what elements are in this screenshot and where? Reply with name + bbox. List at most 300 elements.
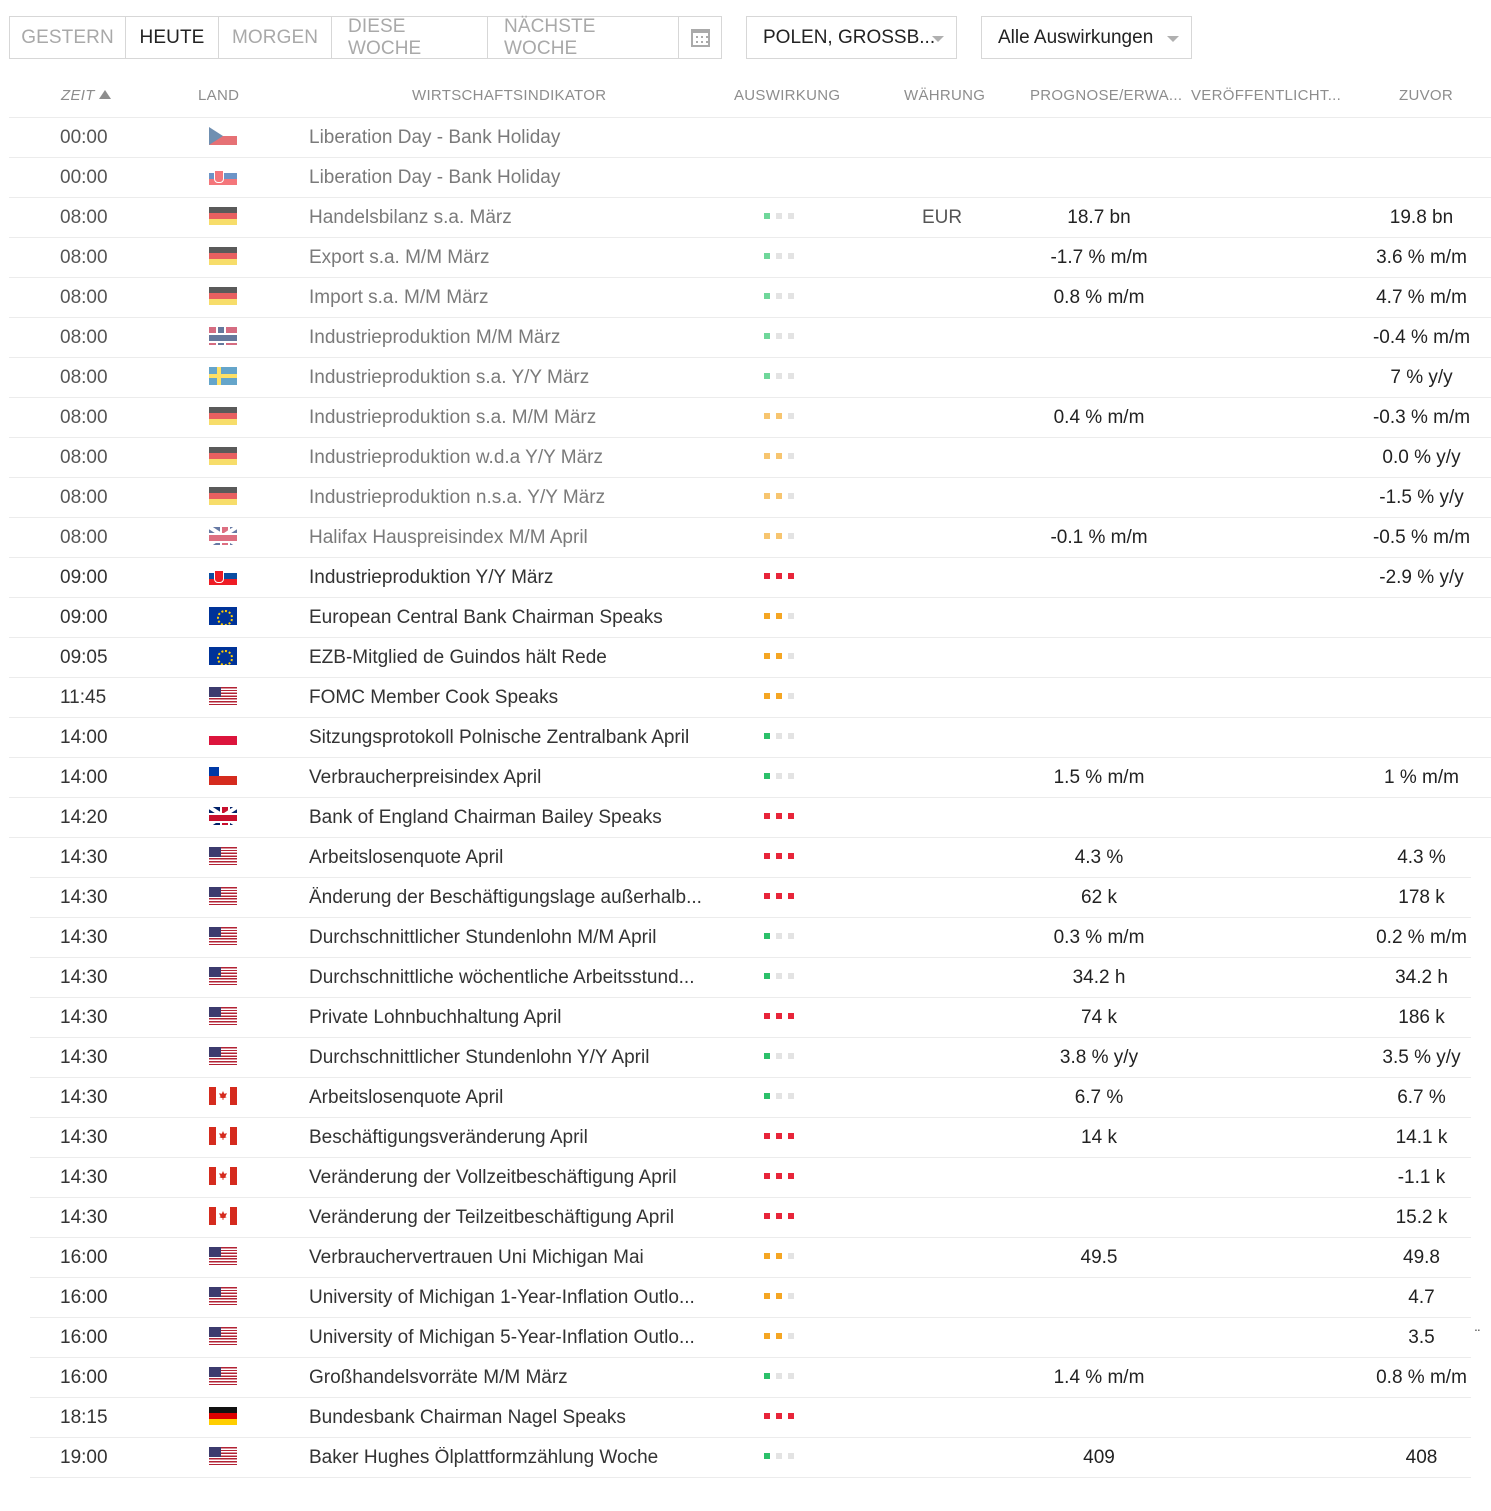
table-row[interactable] [30,1118,1471,1158]
table-row[interactable] [30,1358,1471,1398]
country-flag [209,1207,237,1225]
impact-dot [776,1093,782,1099]
flag-ca-icon [209,1087,237,1105]
event-name[interactable]: Private Lohnbuchhaltung April [309,1007,562,1028]
flag-de-icon [209,447,237,465]
event-name[interactable]: Halifax Hauspreisindex M/M April [309,527,588,548]
impact-dot [788,893,794,899]
event-name[interactable]: Industrieproduktion n.s.a. Y/Y März [309,487,606,508]
event-name[interactable]: Durchschnittlicher Stundenlohn M/M April [309,927,657,948]
flag-ca-icon [209,1127,237,1145]
impact-dot [764,1013,770,1019]
impact-dot [776,413,782,419]
event-name[interactable]: Handelsbilanz s.a. März [309,207,512,228]
event-name[interactable]: FOMC Member Cook Speaks [309,687,559,708]
flag-us-icon [209,1047,237,1065]
impact-indicator [764,333,794,339]
table-row[interactable] [30,1078,1471,1118]
impact-dot [788,933,794,939]
event-name[interactable]: Import s.a. M/M März [309,287,489,308]
event-previous: 178 k [1398,887,1445,908]
impact-filter-dropdown[interactable] [981,16,1192,59]
impact-dot [764,853,770,859]
event-name[interactable]: Industrieproduktion s.a. M/M März [309,407,597,428]
table-row[interactable] [9,398,1491,438]
country-flag [209,287,237,305]
event-previous: 3.5 % y/y [1382,1047,1461,1068]
event-name[interactable]: EZB-Mitglied de Guindos hält Rede [309,647,607,668]
impact-dot [776,1173,782,1179]
country-flag [209,1247,237,1265]
flag-cl-icon [209,767,237,785]
event-time: 14:30 [60,967,108,988]
impact-dot [788,773,794,779]
chevron-down-icon [932,36,944,42]
event-time: 14:20 [60,807,108,828]
event-forecast: 0.4 % m/m [1053,407,1145,428]
impact-dot [764,1253,770,1259]
event-name[interactable]: Beschäftigungsveränderung April [309,1127,588,1148]
impact-dot [764,293,770,299]
impact-dot [776,1133,782,1139]
header-impact[interactable]: AUSWIRKUNG [734,87,841,104]
flag-us-icon [209,687,237,705]
table-row[interactable] [30,1278,1471,1318]
impact-indicator [764,213,794,219]
event-time: 18:15 [60,1407,108,1428]
table-row[interactable] [9,478,1491,518]
impact-indicator [764,1293,794,1299]
event-previous: 408 [1405,1447,1438,1468]
table-row[interactable] [30,1318,1471,1358]
impact-dot [764,533,770,539]
table-row[interactable] [9,718,1491,758]
impact-dot [788,1333,794,1339]
impact-dot [788,1173,794,1179]
event-previous: 34.2 h [1395,967,1448,988]
flag-de-icon [209,487,237,505]
flag-se-icon [209,367,237,385]
sort-asc-icon [99,90,111,99]
event-name[interactable]: University of Michigan 1-Year-Inflation Outlo... [309,1287,695,1308]
impact-dot [776,1333,782,1339]
event-previous: 0.2 % m/m [1376,927,1467,948]
event-name[interactable]: Industrieproduktion w.d.a Y/Y März [309,447,603,468]
impact-dot [776,1453,782,1459]
impact-dot [764,613,770,619]
event-forecast: -0.1 % m/m [1050,527,1148,548]
impact-dot [764,1453,770,1459]
event-previous: -0.3 % m/m [1372,407,1471,428]
impact-indicator [764,813,794,819]
event-name[interactable]: Baker Hughes Ölplattformzählung Woche [309,1447,659,1468]
impact-dot [764,1133,770,1139]
table-row[interactable] [30,918,1471,958]
impact-dot [788,813,794,819]
impact-indicator [764,693,794,699]
flag-ca-icon [209,1207,237,1225]
event-forecast: 74 k [1081,1007,1117,1028]
event-previous: 15.2 k [1395,1207,1448,1228]
event-time: 08:00 [60,287,108,308]
impact-indicator [764,293,794,299]
impact-dot [776,1373,782,1379]
impact-dot [776,453,782,459]
event-forecast: 1.4 % m/m [1053,1367,1145,1388]
event-forecast: 409 [1083,1447,1115,1468]
impact-dot [764,213,770,219]
event-name[interactable]: Änderung der Beschäftigungslage außerhalb... [309,887,702,908]
table-row[interactable] [30,1438,1471,1478]
events-table [0,118,1491,1478]
impact-dot [776,813,782,819]
event-previous: 4.7 [1408,1287,1435,1308]
impact-indicator [764,253,794,259]
event-previous: 4.3 % [1397,847,1446,868]
country-flag [209,1327,237,1345]
table-row[interactable] [30,958,1471,998]
table-row[interactable] [9,438,1491,478]
flag-us-icon [209,1367,237,1385]
impact-indicator [764,1373,794,1379]
impact-dot [788,453,794,459]
impact-indicator [764,453,794,459]
table-row[interactable] [9,198,1491,238]
event-name[interactable]: Arbeitslosenquote April [309,1087,504,1108]
table-row[interactable] [30,1038,1471,1078]
impact-dot [788,653,794,659]
event-forecast: 18.7 bn [1067,207,1131,228]
impact-dot [764,1093,770,1099]
flag-eu-icon [209,607,237,625]
event-time: 14:00 [60,727,108,748]
impact-dot [776,933,782,939]
impact-dot [776,253,782,259]
impact-dot [764,1173,770,1179]
country-flag [209,687,237,705]
country-flag [209,407,237,425]
chevron-down-icon [1167,36,1179,42]
impact-dot [776,653,782,659]
country-flag [209,367,237,385]
flag-de-icon [209,247,237,265]
event-forecast: 3.8 % y/y [1059,1047,1139,1068]
impact-indicator [764,1173,794,1179]
table-row[interactable] [9,598,1491,638]
event-time: 14:30 [60,847,108,868]
event-forecast: 0.3 % m/m [1053,927,1145,948]
country-flag [209,1127,237,1145]
event-currency: EUR [922,207,963,228]
event-name[interactable]: Verbrauchervertrauen Uni Michigan Mai [309,1247,644,1268]
flag-us-icon [209,1247,237,1265]
event-previous: 186 k [1398,1007,1445,1028]
country-flag [209,887,237,905]
impact-dot [776,893,782,899]
impact-indicator [764,933,794,939]
event-name[interactable]: Durchschnittlicher Stundenlohn Y/Y April [309,1047,650,1068]
table-row[interactable] [9,758,1491,798]
country-flag [209,247,237,265]
impact-dot [788,1373,794,1379]
impact-dot [764,733,770,739]
impact-indicator [764,1133,794,1139]
impact-dot [776,1413,782,1419]
impact-dot [788,373,794,379]
event-name[interactable]: Industrieproduktion s.a. Y/Y März [309,367,590,388]
table-row[interactable] [30,998,1471,1038]
event-forecast: 14 k [1081,1127,1117,1148]
impact-indicator [764,1453,794,1459]
impact-dot [764,1413,770,1419]
impact-dot [788,1053,794,1059]
table-row[interactable] [9,238,1491,278]
table-row[interactable] [9,678,1491,718]
event-previous: 19.8 bn [1389,207,1454,228]
event-forecast: 49.5 [1080,1247,1118,1268]
impact-dot [788,213,794,219]
table-row[interactable] [9,118,1491,158]
event-name[interactable]: Industrieproduktion Y/Y März [309,567,554,588]
table-row[interactable] [30,1238,1471,1278]
country-flag [209,1407,237,1425]
table-row[interactable] [9,278,1491,318]
event-time: 16:00 [60,1247,108,1268]
flag-no-icon [209,327,237,345]
country-flag [209,647,237,665]
event-time: 14:30 [60,1127,108,1148]
event-name[interactable]: Verbraucherpreisindex April [309,767,542,788]
event-time: 14:30 [60,887,108,908]
flag-us-icon [209,1007,237,1025]
impact-dot [776,733,782,739]
impact-dot [788,1093,794,1099]
header-currency[interactable]: WÄHRUNG [904,87,986,104]
impact-dot [776,1013,782,1019]
event-previous: 14.1 k [1395,1127,1448,1148]
event-name[interactable]: Bank of England Chairman Bailey Speaks [309,807,662,828]
table-row[interactable] [9,558,1491,598]
event-time: 08:00 [60,447,108,468]
impact-dot [776,1213,782,1219]
table-row[interactable] [30,838,1471,878]
flag-us-icon [209,1327,237,1345]
flag-sk-icon [209,567,237,585]
table-row[interactable] [30,878,1471,918]
impact-dot [788,413,794,419]
event-time: 08:00 [60,327,108,348]
impact-dot [776,573,782,579]
table-row[interactable] [9,158,1491,198]
flag-us-icon [209,1287,237,1305]
table-row[interactable] [30,1158,1471,1198]
impact-dot [764,1053,770,1059]
event-name[interactable]: Liberation Day - Bank Holiday [309,167,561,188]
country-flag [209,447,237,465]
header-indicator[interactable]: WIRTSCHAFTSINDIKATOR [412,87,607,104]
event-name[interactable]: Bundesbank Chairman Nagel Speaks [309,1407,626,1428]
table-row[interactable] [9,318,1491,358]
event-name[interactable]: European Central Bank Chairman Speaks [309,607,663,628]
impact-indicator [764,853,794,859]
impact-dot [764,413,770,419]
event-previous: -1.5 % y/y [1379,487,1464,508]
impact-dot [776,773,782,779]
impact-dot [764,1333,770,1339]
event-forecast: 6.7 % [1074,1087,1124,1108]
event-time: 14:00 [60,767,108,788]
country-flag [209,767,237,785]
impact-dot [776,1053,782,1059]
event-forecast: 1.5 % m/m [1053,767,1145,788]
event-time: 08:00 [60,247,108,268]
tab-naechste-woche[interactable]: NÄCHSTE WOCHE [488,17,679,58]
event-previous: 6.7 % [1397,1087,1446,1108]
impact-dot [788,573,794,579]
flag-pl-icon [209,727,237,745]
flag-us-icon [209,887,237,905]
impact-dot [788,333,794,339]
tab-gestern[interactable]: GESTERN [10,17,126,58]
event-previous: 1 % m/m [1384,767,1459,788]
event-time: 16:00 [60,1287,108,1308]
impact-dot [764,453,770,459]
scrollbar-indicator[interactable]: .. [1474,1318,1480,1334]
country-flag [209,807,237,825]
event-previous: 4.7 % m/m [1376,287,1467,308]
event-previous: -0.5 % m/m [1372,527,1471,548]
event-name[interactable]: Veränderung der Vollzeitbeschäftigung April [309,1167,677,1188]
tab-diese-woche[interactable]: DIESE WOCHE [332,17,488,58]
table-row[interactable] [9,638,1491,678]
country-flag [209,1167,237,1185]
country-flag [209,567,237,585]
flag-us-icon [209,927,237,945]
event-time: 09:05 [60,647,108,668]
flag-de-icon [209,207,237,225]
impact-dot [788,733,794,739]
country-filter-dropdown[interactable] [746,16,957,59]
impact-indicator [764,973,794,979]
impact-indicator [764,653,794,659]
impact-dot [764,893,770,899]
event-time: 08:00 [60,407,108,428]
country-flag [209,1447,237,1465]
impact-dot [788,853,794,859]
impact-dot [764,933,770,939]
impact-dot [776,493,782,499]
event-forecast: 4.3 % [1074,847,1124,868]
event-name[interactable]: Durchschnittliche wöchentliche Arbeitsstund... [309,967,695,988]
event-name[interactable]: Sitzungsprotokoll Polnische Zentralbank April [309,727,690,748]
impact-dot [764,333,770,339]
flag-de-icon [209,287,237,305]
event-previous: -0.4 % m/m [1372,327,1471,348]
impact-dot [776,373,782,379]
flag-ca-icon [209,1167,237,1185]
event-forecast: 0.8 % m/m [1053,287,1145,308]
table-header [9,82,1491,118]
calendar-button[interactable] [679,17,721,58]
impact-dot [764,773,770,779]
impact-indicator [764,893,794,899]
country-flag [209,1287,237,1305]
event-time: 16:00 [60,1327,108,1348]
event-previous: 3.6 % m/m [1376,247,1467,268]
impact-filter-value: Alle Auswirkungen [998,26,1154,48]
country-flag [209,727,237,745]
event-time: 14:30 [60,1087,108,1108]
tab-heute[interactable]: HEUTE [126,17,219,58]
table-row[interactable] [9,358,1491,398]
impact-dot [788,1413,794,1419]
event-name[interactable]: Veränderung der Teilzeitbeschäftigung April [309,1207,675,1228]
impact-indicator [764,533,794,539]
header-country[interactable]: LAND [198,87,240,104]
header-forecast[interactable]: PROGNOSE/ERWA... [1030,87,1183,104]
tab-morgen[interactable]: MORGEN [219,17,332,58]
table-row[interactable] [30,1398,1471,1438]
impact-dot [788,613,794,619]
event-name[interactable]: Arbeitslosenquote April [309,847,504,868]
event-name[interactable]: Export s.a. M/M März [309,247,490,268]
country-flag [209,167,237,185]
event-name[interactable]: Liberation Day - Bank Holiday [309,127,561,148]
event-time: 08:00 [60,207,108,228]
header-previous[interactable]: ZUVOR [1399,87,1453,104]
impact-dot [764,813,770,819]
impact-dot [776,613,782,619]
event-forecast: 62 k [1081,887,1117,908]
impact-dot [764,1293,770,1299]
country-flag [209,487,237,505]
impact-dot [776,973,782,979]
event-forecast: -1.7 % m/m [1050,247,1148,268]
event-name[interactable]: Großhandelsvorräte M/M März [309,1367,568,1388]
event-name[interactable]: University of Michigan 5-Year-Inflation Outlo... [309,1327,695,1348]
table-row[interactable] [9,518,1491,558]
country-flag [209,1007,237,1025]
event-time: 16:00 [60,1367,108,1388]
flag-sk-icon [209,167,237,185]
country-flag [209,327,237,345]
impact-dot [788,293,794,299]
impact-dot [776,693,782,699]
impact-dot [764,493,770,499]
country-flag [209,1047,237,1065]
header-actual[interactable]: VERÖFFENTLICHT... [1191,87,1342,104]
country-flag [209,967,237,985]
impact-dot [776,293,782,299]
header-time[interactable]: ZEIT [61,87,111,104]
flag-eu-icon [209,647,237,665]
table-row[interactable] [30,1198,1471,1238]
impact-dot [764,973,770,979]
impact-dot [788,1013,794,1019]
impact-dot [776,853,782,859]
event-name[interactable]: Industrieproduktion M/M März [309,327,561,348]
country-filter-value: POLEN, GROSSB... [763,26,936,48]
impact-dot [764,253,770,259]
impact-indicator [764,1013,794,1019]
flag-de-icon [209,1407,237,1425]
table-row[interactable] [9,798,1491,838]
event-previous: 0.8 % m/m [1376,1367,1467,1388]
event-time: 09:00 [60,607,108,628]
event-time: 08:00 [60,487,108,508]
event-time: 14:30 [60,927,108,948]
impact-dot [764,373,770,379]
